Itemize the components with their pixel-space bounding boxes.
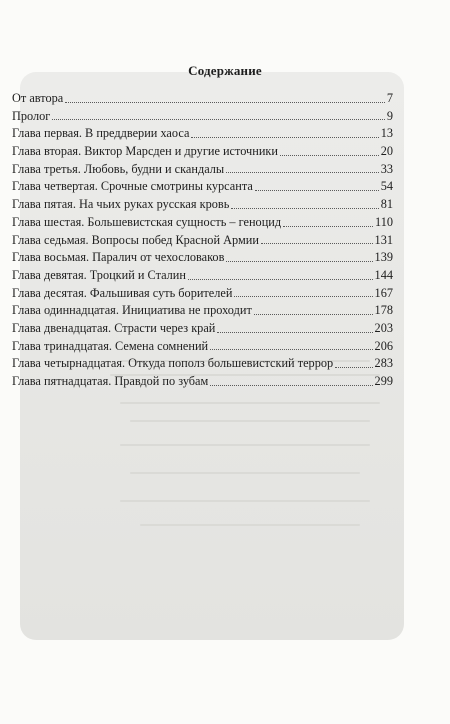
- toc-entry-title: Глава одиннадцатая. Инициатива не проходит: [12, 303, 252, 318]
- toc-entry: [12, 302, 393, 320]
- toc-entry-title: Глава первая. В преддверии хаоса: [12, 126, 190, 141]
- dot-leader: [188, 278, 373, 280]
- page-title: Содержание: [188, 63, 262, 78]
- toc-entry-title: Глава двенадцатая. Страсти через край: [12, 320, 216, 335]
- dot-leader: [217, 331, 372, 333]
- toc-entry-page-number: 139: [374, 250, 393, 265]
- toc-entry-page-number: 167: [374, 285, 393, 300]
- dot-leader: [335, 366, 372, 368]
- show-through-line: [120, 444, 370, 446]
- dot-leader: [234, 295, 372, 297]
- show-through-line: [130, 472, 360, 474]
- toc-entry: [12, 161, 393, 179]
- dot-leader: [254, 313, 373, 315]
- toc-entry-page-number: 206: [374, 338, 393, 353]
- dot-leader: [261, 242, 373, 244]
- toc-entry: [12, 285, 393, 303]
- toc-entry: [12, 373, 393, 391]
- toc-entry-title: Глава четырнадцатая. Откуда пополз большевистский террор: [12, 356, 334, 371]
- toc-entry-page-number: 33: [380, 161, 393, 176]
- dot-leader: [191, 136, 378, 138]
- dot-leader: [210, 384, 372, 386]
- toc-entry-page-number: 178: [374, 303, 393, 318]
- toc-entry-page-number: 110: [375, 214, 393, 229]
- toc-entry: [12, 232, 393, 250]
- toc-entry-title: Глава восьмая. Паралич от чехословаков: [12, 250, 225, 265]
- toc-entry-page-number: 13: [380, 126, 393, 141]
- dot-leader: [283, 225, 373, 227]
- toc-entry-title: Глава десятая. Фальшивая суть борителей: [12, 285, 233, 300]
- toc-entry-page-number: 20: [380, 144, 393, 159]
- dot-leader: [226, 260, 372, 262]
- dot-leader: [255, 189, 379, 191]
- toc-entry-title: От автора: [12, 91, 64, 105]
- toc-entry: [12, 355, 393, 373]
- toc-entry-page-number: 283: [374, 356, 393, 371]
- toc-entry-title: Глава пятнадцатая. Правдой по зубам: [12, 374, 209, 388]
- toc-entry: [12, 249, 393, 267]
- show-through-line: [140, 524, 360, 526]
- toc-entry: [12, 90, 393, 108]
- toc-entry-title: Глава девятая. Троцкий и Сталин: [12, 267, 186, 282]
- toc-entry-title: Глава седьмая. Вопросы побед Красной Армии: [12, 232, 259, 247]
- dot-leader: [65, 101, 385, 103]
- toc-entry: [12, 196, 393, 214]
- toc-entry-title: Глава пятая. На чьих руках русская кровь: [12, 197, 230, 212]
- toc-entry-page-number: 299: [374, 374, 393, 388]
- toc-entry: [12, 178, 393, 196]
- toc-entry-page-number: 131: [374, 232, 393, 247]
- toc-entry-title: Глава вторая. Виктор Марсден и другие источники: [12, 144, 278, 159]
- toc-entry: [12, 143, 393, 161]
- show-through-line: [130, 420, 370, 422]
- dot-leader: [210, 348, 372, 350]
- toc-entry-page-number: 54: [380, 179, 393, 194]
- dot-leader: [226, 171, 379, 173]
- toc-entry-title: Пролог: [12, 108, 51, 123]
- toc-entry-title: Глава третья. Любовь, будни и скандалы: [12, 161, 225, 176]
- toc-entry: [12, 125, 393, 143]
- toc-entry-title: Глава четвертая. Срочные смотрины курсанта: [12, 179, 253, 194]
- dot-leader: [280, 154, 379, 156]
- toc-entry-title: Глава шестая. Большевистская сущность – геноцид: [12, 214, 282, 229]
- dot-leader: [231, 207, 378, 209]
- toc-entry: [12, 214, 393, 232]
- show-through-line: [120, 402, 380, 404]
- toc-entry: [12, 320, 393, 338]
- toc-entry-page-number: 144: [374, 267, 393, 282]
- toc-entry-page-number: 81: [380, 197, 393, 212]
- toc-entry-title: Глава тринадцатая. Семена сомнений: [12, 338, 209, 353]
- table-of-contents: [12, 90, 393, 391]
- toc-entry: [12, 108, 393, 126]
- toc-entry-page-number: 203: [374, 320, 393, 335]
- toc-entry: [12, 338, 393, 356]
- show-through-line: [120, 500, 370, 502]
- toc-entry: [12, 267, 393, 285]
- dot-leader: [52, 118, 385, 120]
- toc-entry-page-number: 7: [386, 91, 393, 105]
- toc-entry-page-number: 9: [386, 108, 393, 123]
